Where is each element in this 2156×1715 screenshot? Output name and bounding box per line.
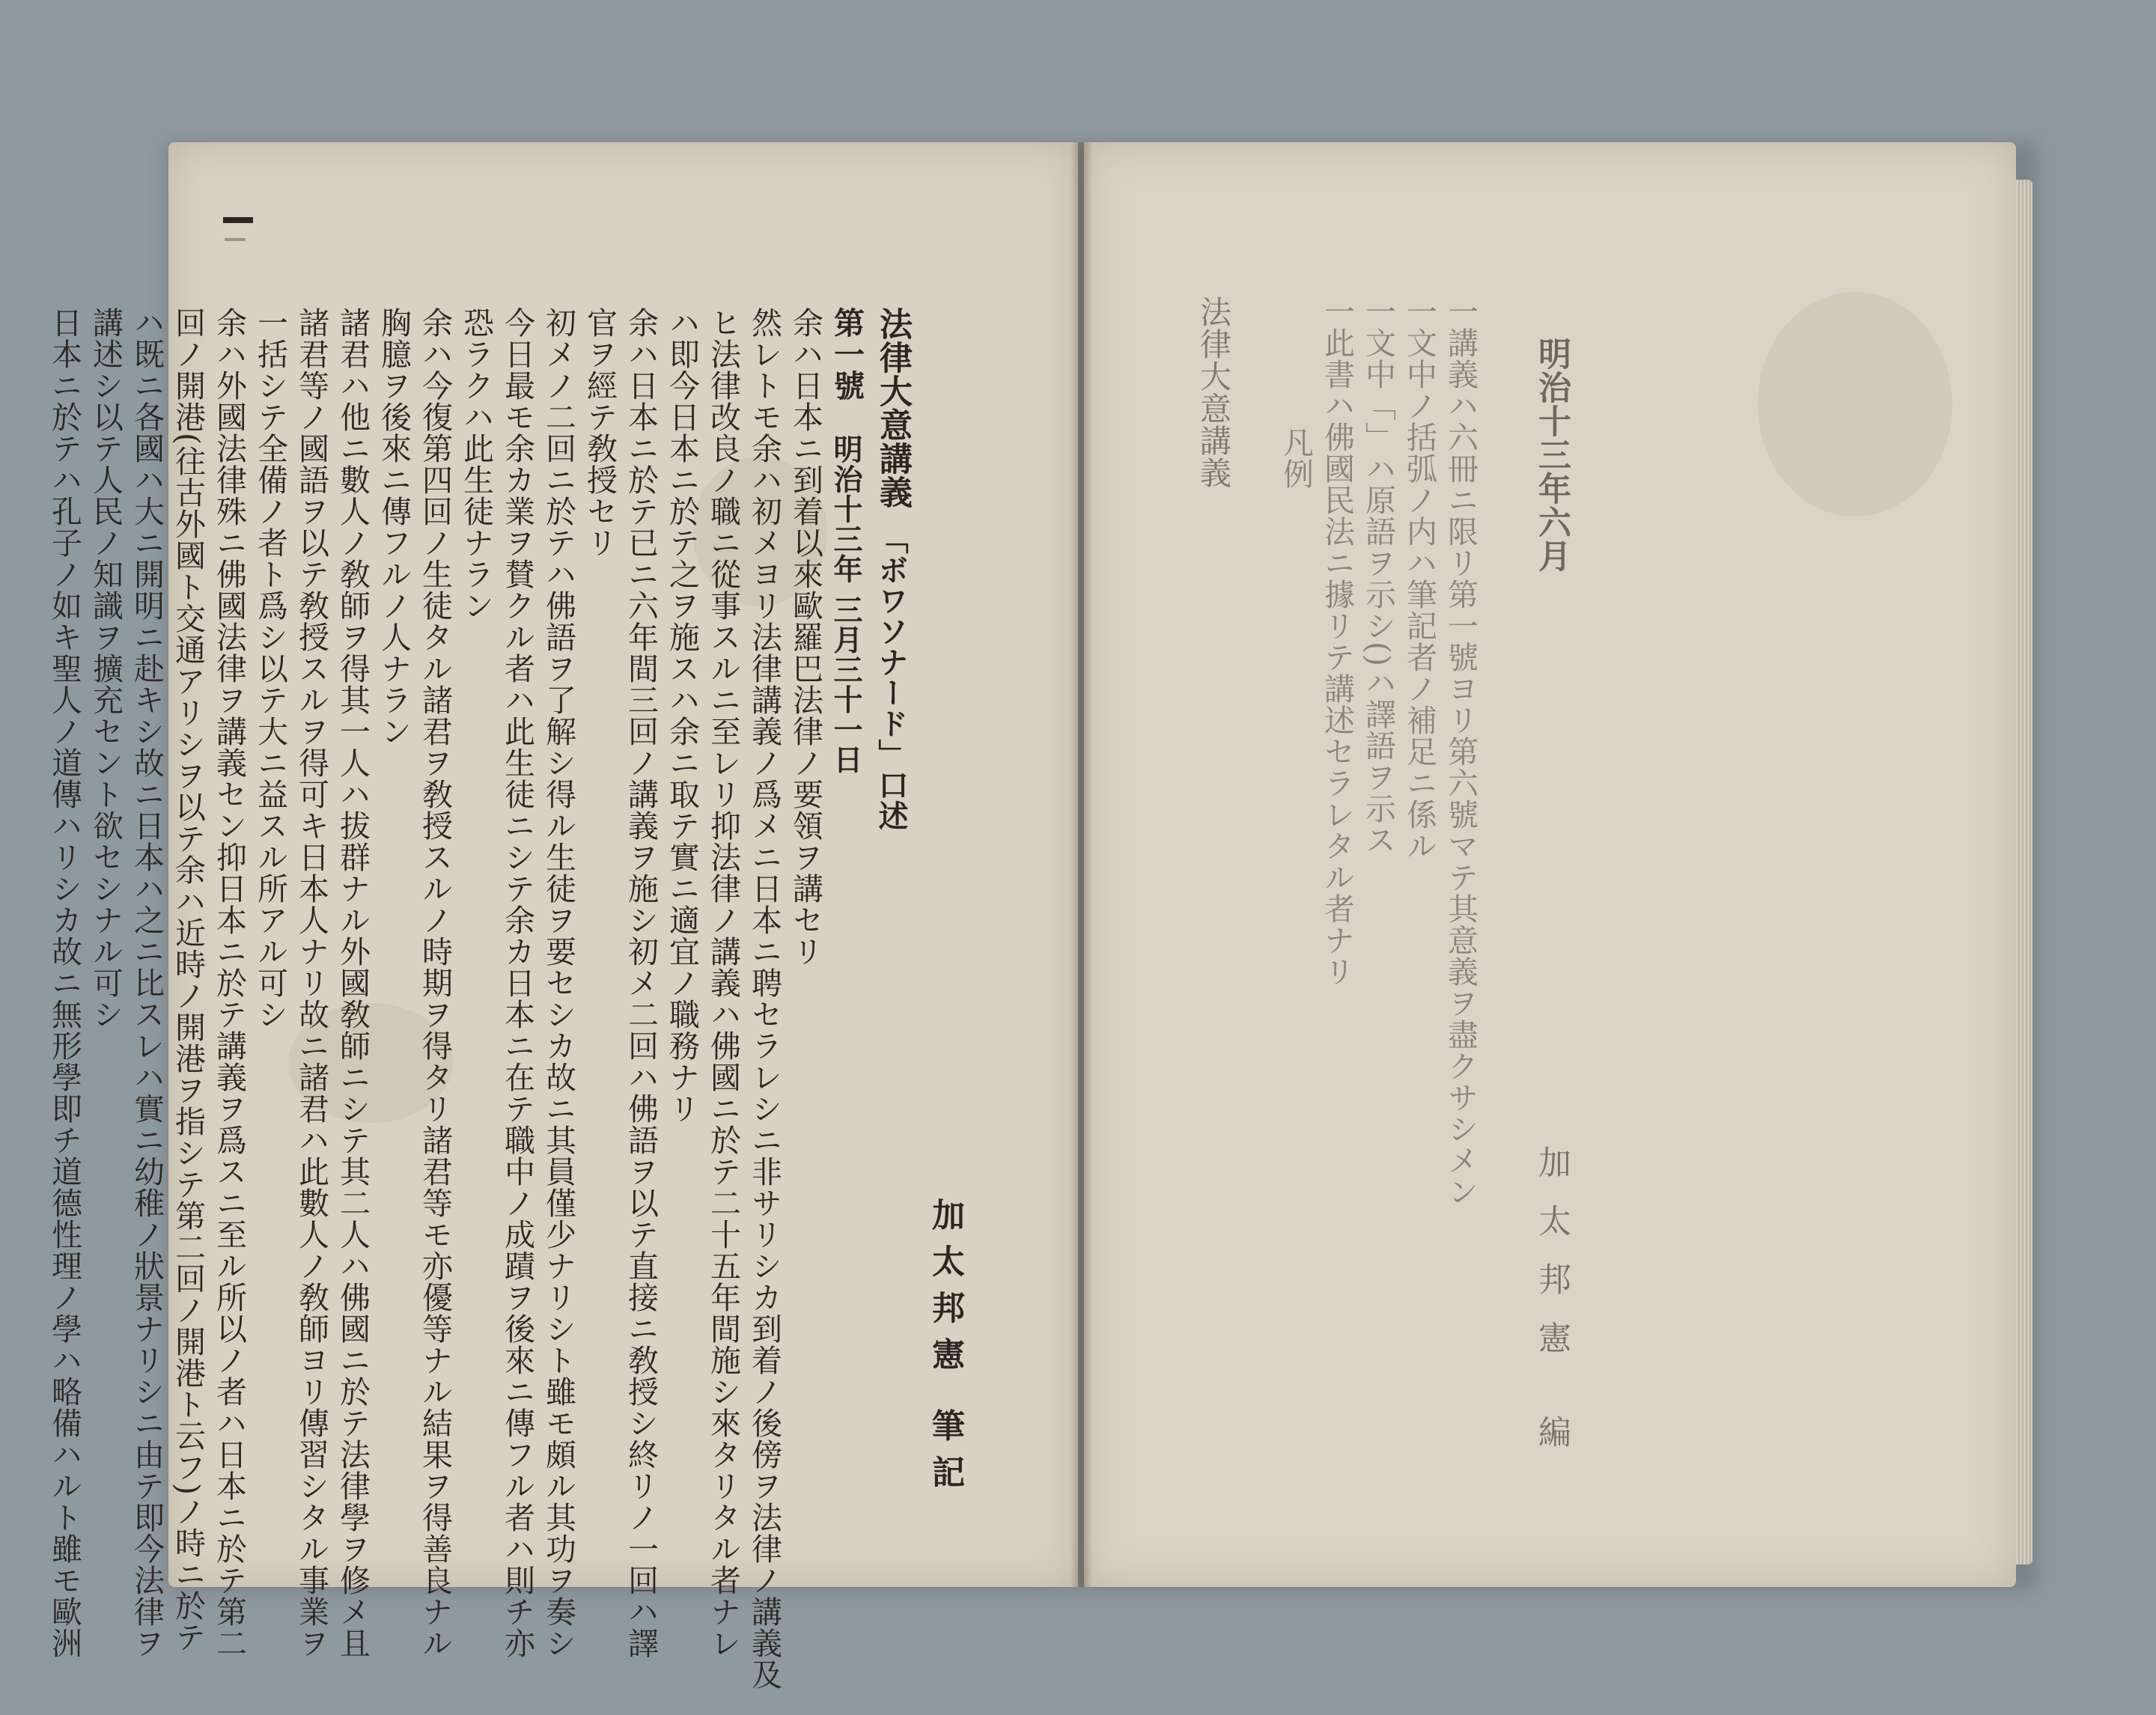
body-line: ハ既ニ各國ハ大ニ開明ニ赴キシ故ニ日本ハ之ニ比スレハ實ニ幼稚ノ狀景ナリシニ由テ即今法律ヲ — [129, 307, 165, 1659]
preface-footer-title: 法律大意講義 — [1196, 296, 1232, 489]
preface-author: 加太邦憲 編 — [1532, 1145, 1571, 1473]
body-line: ハ即今日本ニ於テ之ヲ施スハ余ニ取テ實ニ適宜ノ職務ナリ — [664, 307, 700, 1124]
body-line: 余ハ日本ニ到着以來歐羅巴法律ノ要領ヲ講セリ — [788, 307, 823, 967]
preface-heading: 凡例 — [1278, 427, 1314, 490]
page-number-mark — [223, 217, 253, 223]
body-line: 余ハ今復第四回ノ生徒タル諸君ヲ敎授スルノ時期ヲ得タリ諸君等モ亦優等ナル結果ヲ得善良ナル — [417, 307, 453, 1659]
body-line: 官ヲ經テ敎授セリ — [582, 307, 618, 558]
preface-date: 明治十三年六月 — [1532, 337, 1571, 573]
body-line: 然レトモ余ハ初メヨリ法律講義ノ爲メニ日本ニ聘セラレシニ非サリシカ到着ノ後傍ヲ法律ノ講義及 — [746, 307, 782, 1690]
preface-note: 一此書ハ佛國民法ニ據リテ講述セラレタル者ナリ — [1319, 296, 1355, 987]
preface-note: 一講義ハ六冊ニ限リ第一號ヨリ第六號マテ其意義ヲ盡クサシメン — [1443, 296, 1479, 1207]
session-date: 明治十三年 三月三十一日 — [829, 434, 863, 775]
book-gutter — [1071, 142, 1093, 1587]
paper-stain — [1758, 292, 1952, 517]
lecturer-name: 「ボワソナード」口述 — [874, 524, 909, 831]
body-line: 諸君等ノ國語ヲ以テ敎授スルヲ得可キ日本人ナリ故ニ諸君ハ此數人ノ敎師ヨリ傳習シタル事業ヲ — [293, 307, 329, 1659]
session-label: 第一號 — [829, 307, 865, 401]
page-edges — [2016, 180, 2032, 1565]
recorder-name: 加太邦憲 筆記 — [926, 1198, 964, 1502]
body-line: 一括シテ全備ノ者ト爲シ以テ大ニ益スル所アル可シ — [252, 307, 288, 1030]
page-number-mark-secondary — [225, 238, 246, 241]
body-line: 胸臆ヲ後來ニ傳フルノ人ナラン — [376, 307, 412, 747]
body-line: 初メノ二回ニ於テハ佛語ヲ了解シ得ル生徒ヲ要セシカ故ニ其員僅少ナリシト雖モ頗ル其功ヲ奏シ — [540, 307, 576, 1659]
preface-note: 一文中「」ハ原語ヲ示シ()ハ譯語ヲ示ス — [1360, 296, 1396, 856]
body-line: 恐ラクハ此生徒ナラン — [458, 307, 494, 621]
body-line: 回ノ開港(往古外國ト交通アリシヲ以テ余ハ近時ノ開港ヲ指シテ第二回ノ開港ト云フ)ノ時ニ於テ — [170, 307, 206, 1653]
preface-note: 一文中ノ括弧ノ内ハ筆記者ノ補足ニ係ル — [1401, 296, 1437, 862]
body-line: 講述シ以テ人民ノ知識ヲ擴充セント欲セシナル可シ — [88, 307, 124, 1030]
body-line: 余ハ日本ニ於テ已ニ六年間三回ノ講義ヲ施シ初メ二回ハ佛語ヲ以テ直接ニ敎授シ終リノ一回ハ譯 — [623, 307, 659, 1659]
body-line: 余ハ外國法律殊ニ佛國法律ヲ講義セン抑日本ニ於テ講義ヲ爲スニ至ル所以ノ者ハ日本ニ於テ第二 — [211, 307, 247, 1659]
lecture-title: 法律大意講義 — [874, 307, 912, 509]
body-line: ヒ法律改良ノ職ニ從事スルニ至レリ抑法律ノ講義ハ佛國ニ於テ二十五年間施シ來タリタル者ナレ — [705, 307, 741, 1659]
body-line: 日本ニ於テハ孔子ノ如キ聖人ノ道傳ハリシカ故ニ無形學即チ道德性理ノ學ハ略備ハルト雖モ歐洲 — [46, 307, 82, 1659]
body-line: 今日最モ余カ業ヲ賛クル者ハ此生徒ニシテ余カ日本ニ在テ職中ノ成蹟ヲ後來ニ傳フル者ハ則チ亦 — [499, 307, 535, 1659]
body-line: 諸君ハ他ニ數人ノ敎師ヲ得其一人ハ拔群ナル外國敎師ニシテ其二人ハ佛國ニ於テ法律學ヲ修メ且 — [335, 307, 371, 1659]
